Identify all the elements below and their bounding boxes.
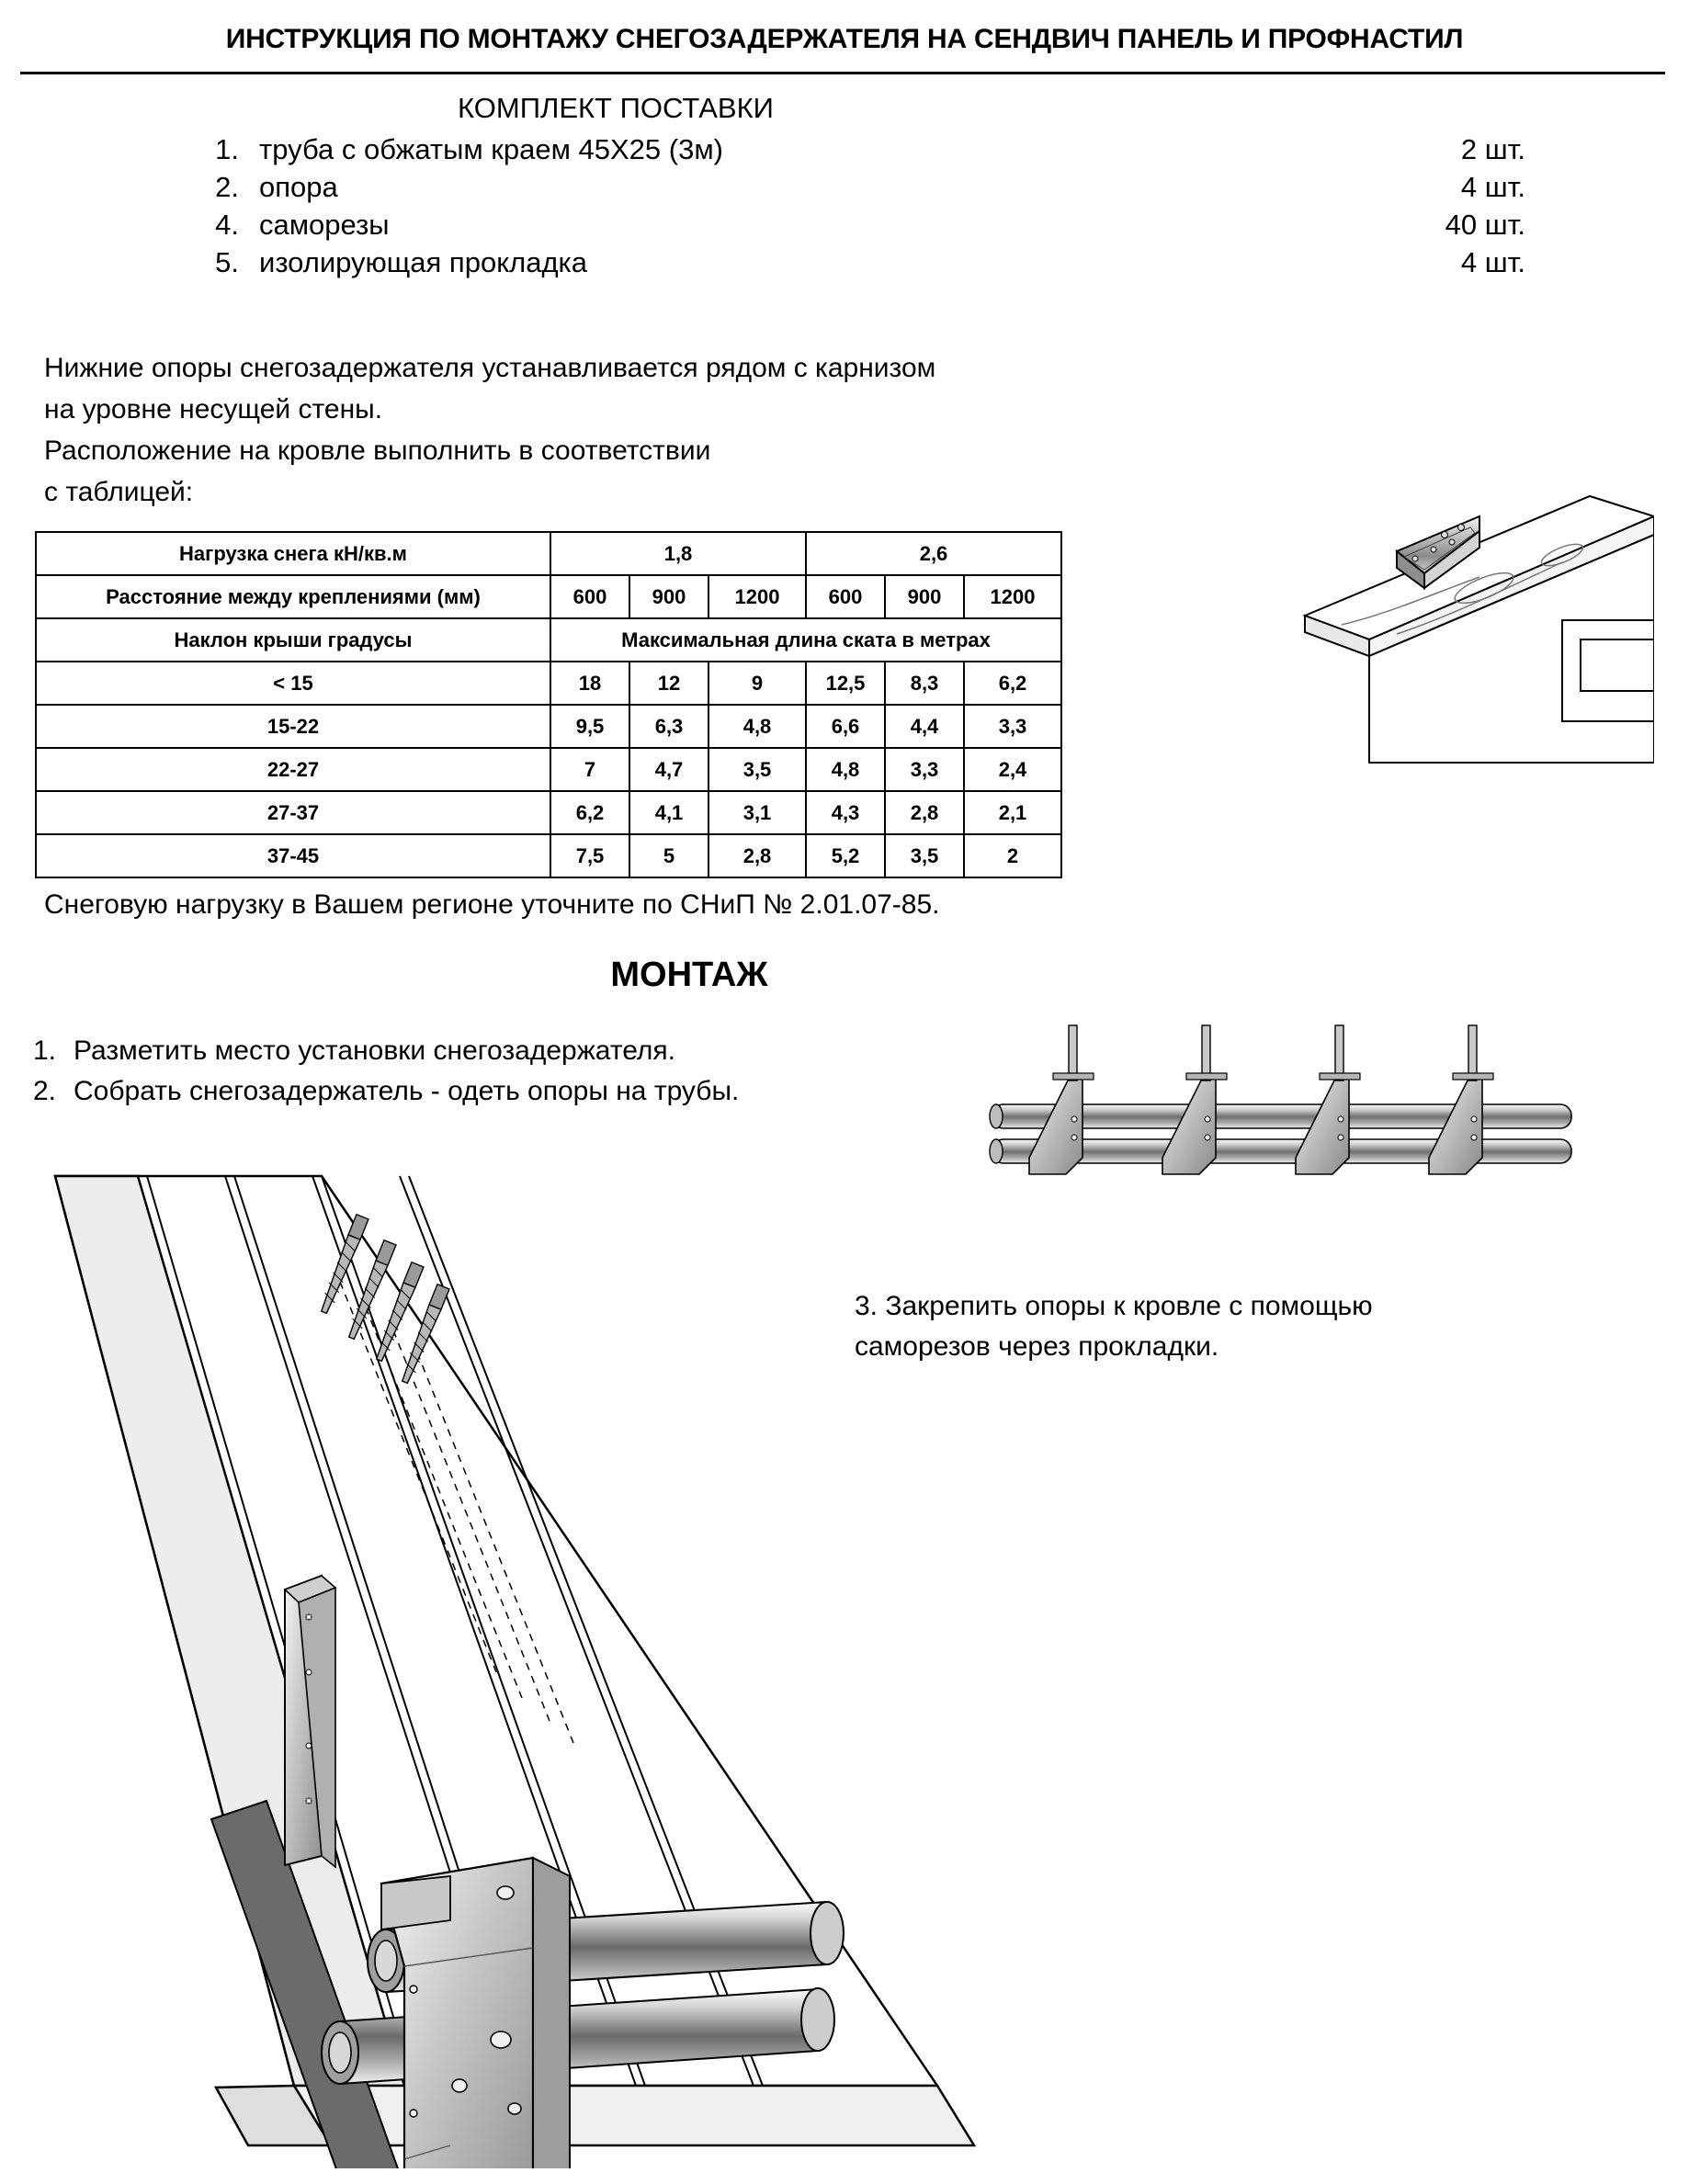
table-cell: 6,2: [550, 791, 629, 834]
table-row-label: 27-37: [36, 791, 550, 834]
kit-item-number: 5.: [215, 246, 239, 278]
intro-line: Нижние опоры снегозадержателя устанавливается рядом с карнизом: [44, 353, 936, 383]
table-header-span: Максимальная длина ската в метрах: [550, 618, 1061, 662]
table-row: [36, 748, 1061, 791]
table-row-label: 37-45: [36, 834, 550, 877]
table-cell: 18: [550, 662, 629, 705]
roof-edge-illustration: [1287, 459, 1654, 832]
kit-item-qty: 2 шт.: [1460, 133, 1525, 165]
table-row-label: 22-27: [36, 748, 550, 791]
table-row: [36, 791, 1061, 834]
table-row-label: < 15: [36, 662, 550, 705]
table-cell: 2,1: [964, 791, 1061, 834]
table-cell: 600: [550, 575, 629, 618]
intro-line: Расположение на кровле выполнить в соответствии: [44, 436, 711, 466]
table-header-load: Нагрузка снега кН/кв.м: [36, 532, 550, 575]
page-title: ИНСТРУКЦИЯ ПО МОНТАЖУ СНЕГОЗАДЕРЖАТЕЛЯ НА СЕНДВИЧ ПАНЕЛЬ И ПРОФНАСТИЛ: [225, 24, 1464, 54]
table-cell: 3,5: [885, 834, 964, 877]
kit-item-number: 4.: [215, 209, 239, 241]
table-cell: 6,2: [964, 662, 1061, 705]
main-illustration: [18, 1158, 1231, 2173]
table-cell: 4,4: [885, 705, 964, 748]
table-cell: 12: [629, 662, 708, 705]
kit-item-label: труба с обжатым краем 45Х25 (3м): [259, 133, 723, 165]
table-cell: 2: [964, 834, 1061, 877]
table-row-label: 15-22: [36, 705, 550, 748]
list-item: [184, 133, 1525, 171]
step-text: Разметить место установки снегозадержателя.: [74, 1035, 675, 1066]
table-cell: 3,1: [708, 791, 806, 834]
table-load-1: 1,8: [550, 532, 806, 575]
table-cell: 3,3: [885, 748, 964, 791]
kit-item-label: опора: [259, 171, 338, 203]
list-item: [184, 171, 1525, 209]
table-cell: 900: [629, 575, 708, 618]
table-cell: 4,7: [629, 748, 708, 791]
list-item: [184, 209, 1525, 246]
list-item: [33, 1071, 739, 1112]
kit-item-qty: 4 шт.: [1460, 171, 1525, 203]
table-cell: 6,6: [806, 705, 885, 748]
table-load-2: 2,6: [806, 532, 1061, 575]
table-row: [36, 834, 1061, 877]
table-cell: 3,3: [964, 705, 1061, 748]
list-item: [184, 246, 1525, 284]
table-cell: 9: [708, 662, 806, 705]
table-header-slope: Наклон крыши градусы: [36, 618, 550, 662]
table-cell: 4,1: [629, 791, 708, 834]
table-cell: 12,5: [806, 662, 885, 705]
intro-line: на уровне несущей стены.: [44, 394, 383, 424]
kit-item-label: изолирующая прокладка: [259, 246, 588, 278]
kit-item-number: 1.: [215, 133, 239, 165]
list-item: [33, 1031, 739, 1071]
snow-load-table: [35, 531, 1062, 878]
table-cell: 2,8: [708, 834, 806, 877]
section-title-montazh: МОНТАЖ: [610, 956, 768, 994]
step-text: Собрать снегозадержатель - одеть опоры на трубы.: [74, 1076, 740, 1106]
table-cell: 600: [806, 575, 885, 618]
intro-text: [44, 347, 935, 513]
kit-item-qty: 40 шт.: [1445, 209, 1525, 241]
table-cell: 7,5: [550, 834, 629, 877]
table-cell: 9,5: [550, 705, 629, 748]
table-row: [36, 618, 1061, 662]
table-row: [36, 662, 1061, 705]
table-cell: 1200: [708, 575, 806, 618]
table-row: [36, 575, 1061, 618]
table-cell: 3,5: [708, 748, 806, 791]
table-cell: 6,3: [629, 705, 708, 748]
table-cell: 7: [550, 748, 629, 791]
table-cell: 2,8: [885, 791, 964, 834]
table-cell: 4,8: [806, 748, 885, 791]
kit-item-label: саморезы: [259, 209, 390, 241]
intro-line: с таблицей:: [44, 477, 194, 507]
table-cell: 4,8: [708, 705, 806, 748]
kit-section-title: КОМПЛЕКТ ПОСТАВКИ: [458, 92, 774, 124]
table-row: [36, 532, 1061, 575]
kit-item-qty: 4 шт.: [1460, 246, 1525, 278]
title-divider: [20, 72, 1665, 74]
step-text-line: 3. Закрепить опоры к кровле с помощью: [855, 1291, 1373, 1321]
table-cell: 900: [885, 575, 964, 618]
table-cell: 5,2: [806, 834, 885, 877]
table-header-spacing: Расстояние между креплениями (мм): [36, 575, 550, 618]
table-cell: 8,3: [885, 662, 964, 705]
table-row: [36, 705, 1061, 748]
snip-note: Снеговую нагрузку в Вашем регионе уточните по СНиП № 2.01.07-85.: [44, 889, 940, 920]
steps-list: [33, 1031, 739, 1112]
step-number: 2.: [33, 1076, 57, 1106]
step-text-line: саморезов через прокладки.: [855, 1331, 1219, 1362]
kit-list: [184, 133, 1525, 284]
kit-item-number: 2.: [215, 171, 239, 203]
snow-load-table-wrapper: [35, 531, 1062, 878]
table-cell: 5: [629, 834, 708, 877]
table-cell: 1200: [964, 575, 1061, 618]
table-cell: 2,4: [964, 748, 1061, 791]
step-number: 1.: [33, 1035, 57, 1066]
table-cell: 4,3: [806, 791, 885, 834]
